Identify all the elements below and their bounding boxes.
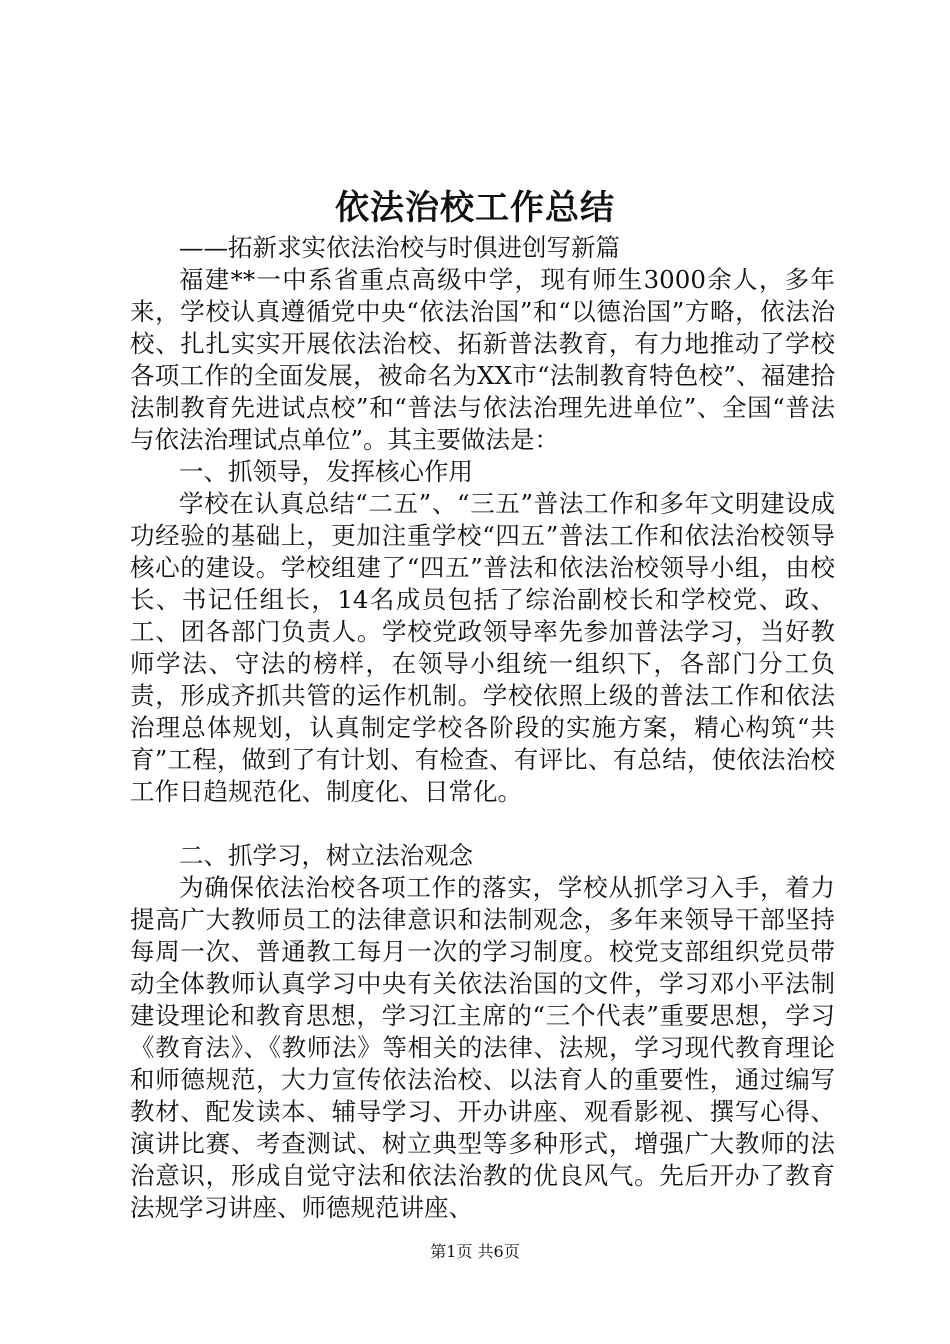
intro-paragraph: 福建**一中系省重点高级中学，现有师生3000余人，多年来，学校认真遵循党中央“依法治国”和“以德治国”方略，依法治校、扎扎实实开展依法治校、拓新普法教育，有力地推动了学校各项工作的全面发展，被命名为XX市“法制教育特色校”、福建拾法制教育先进试点校”和“普法与依法治理先进单位”、全国“普法与依法治理试点单位”。其主要做法是： (130, 265, 835, 454)
section-1-paragraph: 学校在认真总结“二五”、“三五”普法工作和多年文明建设成功经验的基础上，更加注重学校“四五”普法工作和依法治校领导核心的建设。学校组建了“四五”普法和依法治校领导小组，由校长、书记任组长，14名成员包括了综治副校长和学校党、政、工、团各部门负责人。学校党政领导率先参加普法学习，当好教师学法、守法的榜样，在领导小组统一组织下，各部门分工负责，形成齐抓共管的运作机制。学校依照上级的普法工作和依法治理总体规划，认真制定学校各阶段的实施方案，精心构筑“共育”工程，做到了有计划、有检查、有评比、有总结，使依法治校工作日趋规范化、制度化、日常化。 (130, 489, 835, 806)
document-title: 依法治校工作总结 (335, 188, 615, 228)
section-heading-2: 二、抓学习，树立法治观念 (179, 841, 473, 870)
subtitle-paragraph: ——拓新求实依法治校与时俱进创写新篇 (179, 233, 620, 262)
page-footer: 第1页 共6页 (430, 1242, 520, 1261)
section-2-paragraph: 为确保依法治校各项工作的落实，学校从抓学习入手，着力提高广大教师员工的法律意识和法制观念，多年来领导干部坚持每周一次、普通教工每月一次的学习制度。校党支部组织党员带动全体教师认真学习中央有关依法治国的文件，学习邓小平法制建设理论和教育思想，学习江主席的“三个代表”重要思想，学习《教育法》、《教师法》等相关的法律、法规，学习现代教育理论和师德规范，大力宣传依法治校、以法育人的重要性，通过编写教材、配发读本、辅导学习、开办讲座、观看影视、撰写心得、演讲比赛、考查测试、树立典型等多种形式，增强广大教师的法治意识，形成自觉守法和依法治教的优良风气。先后开办了教育法规学习讲座、师德规范讲座、 (130, 873, 835, 1222)
section-heading-1: 一、抓领导，发挥核心作用 (179, 457, 473, 486)
document-body (130, 232, 835, 1224)
